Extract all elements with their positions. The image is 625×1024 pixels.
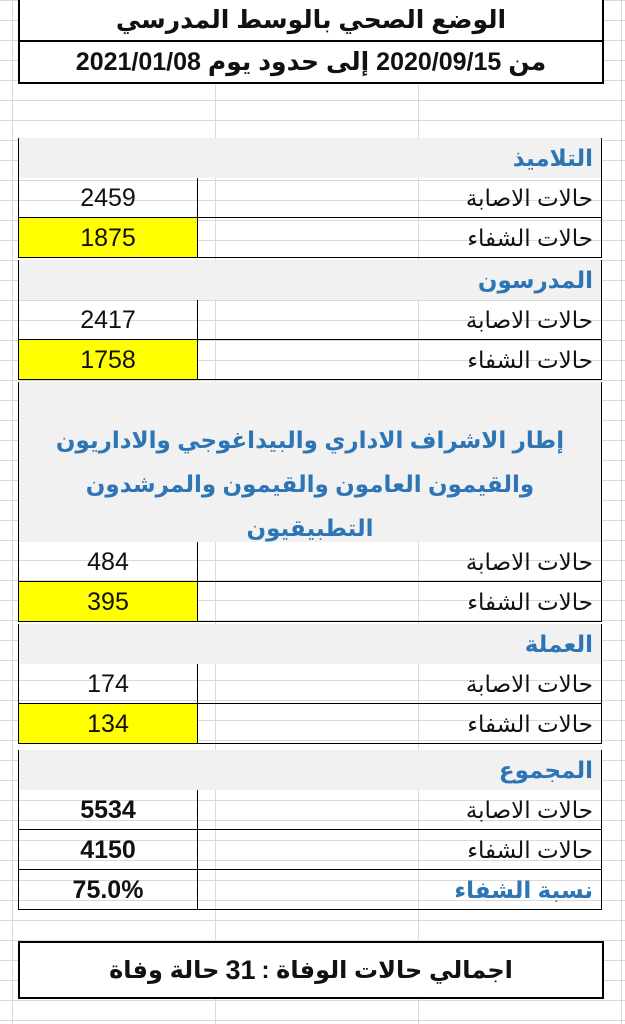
section-workers-header <box>18 624 602 664</box>
teachers-recoveries-label: حالات الشفاء <box>197 340 601 379</box>
total-recoveries-value: 4150 <box>80 836 136 864</box>
recovery-rate-value: 75.0% <box>72 876 144 904</box>
teachers-infections-row <box>18 300 602 340</box>
teachers-recoveries-value: 1758 <box>19 340 197 379</box>
deaths-suffix: حالة وفاة <box>109 956 220 984</box>
workers-infections-label: حالات الاصابة <box>197 664 601 703</box>
date-range-text: من 2020/09/15 إلى حدود يوم 2021/01/08 <box>75 48 547 76</box>
total-infections-value: 5534 <box>80 796 136 824</box>
section-students-title: التلاميذ <box>512 145 593 171</box>
staff-infections-value: 484 <box>87 548 129 576</box>
recovery-rate-label: نسبة الشفاء <box>197 870 601 909</box>
teachers-recoveries-row <box>18 340 602 380</box>
recovery-rate-row <box>18 870 602 910</box>
staff-recoveries-row <box>18 582 602 622</box>
section-staff-title-line2: والقيمون العامون والقيمون والمرشدون التطبيقيون <box>85 471 535 541</box>
total-recoveries-label: حالات الشفاء <box>197 830 601 869</box>
total-infections-label: حالات الاصابة <box>197 790 601 829</box>
staff-infections-row <box>18 542 602 582</box>
staff-infections-label: حالات الاصابة <box>197 542 601 581</box>
section-students-header <box>18 138 602 178</box>
students-infections-row <box>18 178 602 218</box>
staff-recoveries-value: 395 <box>19 582 197 621</box>
deaths-summary <box>18 941 604 999</box>
students-recoveries-value: 1875 <box>19 218 197 257</box>
report-title-text: الوضع الصحي بالوسط المدرسي <box>115 6 507 34</box>
workers-recoveries-label: حالات الشفاء <box>197 704 601 743</box>
section-staff-header <box>18 382 602 542</box>
teachers-infections-label: حالات الاصابة <box>197 300 601 339</box>
workers-recoveries-value: 134 <box>19 704 197 743</box>
deaths-prefix: اجمالي حالات الوفاة : <box>261 956 513 984</box>
staff-recoveries-label: حالات الشفاء <box>197 582 601 621</box>
workers-infections-value: 174 <box>87 670 129 698</box>
total-infections-row <box>18 790 602 830</box>
section-teachers-header <box>18 260 602 300</box>
date-range <box>18 40 604 84</box>
students-infections-label: حالات الاصابة <box>197 178 601 217</box>
workers-recoveries-row <box>18 704 602 744</box>
section-workers-title: العملة <box>524 631 593 657</box>
deaths-count: 31 <box>225 954 256 985</box>
section-total-header <box>18 750 602 790</box>
section-staff-title-line1: إطار الاشراف الاداري والبيداغوجي والاداريون <box>55 427 565 453</box>
section-staff-title <box>29 418 591 550</box>
report-title <box>18 0 604 42</box>
students-recoveries-label: حالات الشفاء <box>197 218 601 257</box>
section-total-title: المجموع <box>498 757 593 783</box>
section-teachers-title: المدرسون <box>477 267 593 293</box>
teachers-infections-value: 2417 <box>80 306 136 334</box>
students-recoveries-row <box>18 218 602 258</box>
total-recoveries-row <box>18 830 602 870</box>
workers-infections-row <box>18 664 602 704</box>
students-infections-value: 2459 <box>80 184 136 212</box>
